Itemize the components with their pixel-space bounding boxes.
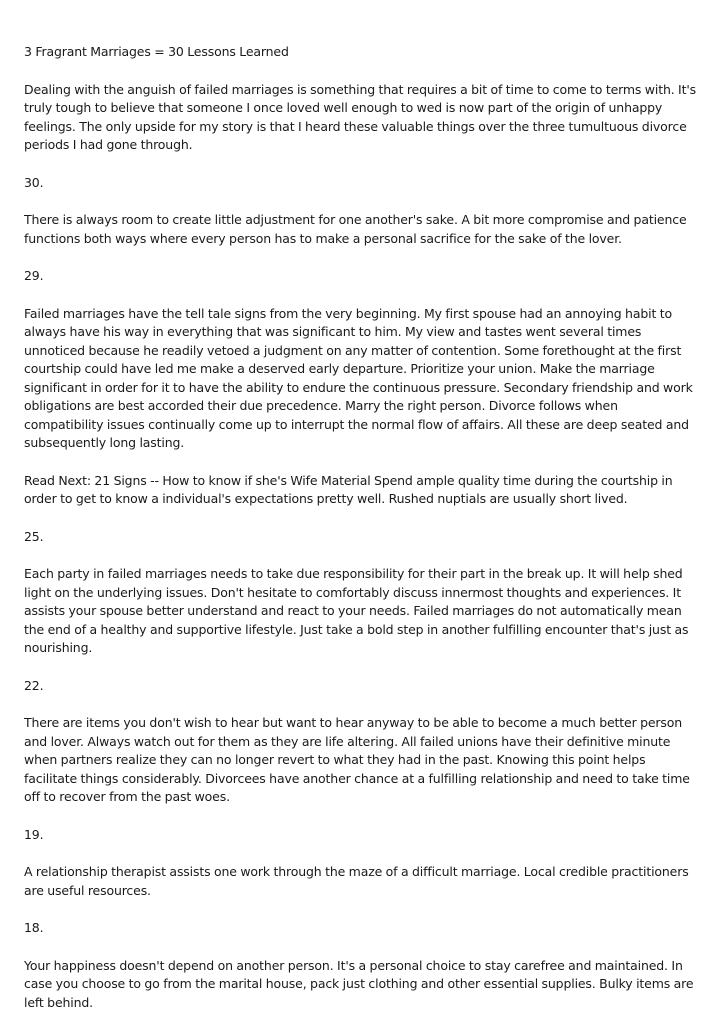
lesson-number: 30. xyxy=(24,174,44,190)
lesson-paragraph: A relationship therapist assists one work through the maze of a difficult marriage. Local credible practitioners are useful resources. xyxy=(24,864,689,898)
lesson-number: 29. xyxy=(24,268,44,283)
lesson-paragraph: Each party in failed marriages needs to take due responsibility for their part in the break up. It will help shed light on the underlying issues. Don't hesitate to comfortably discuss innermost thoughts and experiences. It assists your spouse better understand and react to your needs. Failed marriages do not automatically mean the end of a healthy and supportive lifestyle. Just take a bold step in another fulfilling encounter that's just as nourishing. xyxy=(24,566,689,655)
lesson-number: 25. xyxy=(24,528,44,544)
article-title: 3 Fragrant Marriages = 30 Lessons Learned xyxy=(24,44,289,59)
lesson-paragraph: Failed marriages have the tell tale signs from the very beginning. My first spouse had an annoying habit to always have his way in everything that was significant to him. My view and tastes went several times unnoticed because he readily vetoed a judgment on any matter of contention. Some forethought at the first courtship could have led me make a deserved early departure. Prioritize your union. Make the marriage significant in order for it to have the ability to endure the continuous pressure. Secondary friendship and work obligations are best accorded their due precedence. Marry the right person. Divorce follows when compatibility issues continually come up to interrupt the normal flow of affairs. All these are deep seated and subsequently long lasting. xyxy=(24,305,693,450)
article xyxy=(24,43,696,1031)
lesson-number: 19. xyxy=(24,826,44,842)
lesson-paragraph: There is always room to create little adjustment for one another's sake. A bit more compromise and patience functions both ways where every person has to make a personal sacrifice for the sake of the lover. xyxy=(24,212,687,246)
lesson-number: 22. xyxy=(24,677,44,693)
lesson-paragraph: There are items you don't wish to hear but want to hear anyway to be able to become a much better person and lover. Always watch out for them as they are life altering. All failed unions have their definitive minute when partners realize they can no longer revert to what they had in the past. Knowing this point helps facilitate things considerably. Divorcees have another chance at a fulfilling relationship and need to take time off to recover from the past woes. xyxy=(24,715,690,804)
intro-paragraph: Dealing with the anguish of failed marriages is something that requires a bit of time to come to terms with. It's truly tough to believe that someone I once loved well enough to wed is now part of the origin of unhappy feelings. The only upside for my story is that I heard these valuable things over the three tumultuous divorce periods I had gone through. xyxy=(24,81,696,152)
lesson-paragraph: Your happiness doesn't depend on another person. It's a personal choice to stay carefree and maintained. In case you choose to go from the marital house, pack just clothing and other essential supplies. Bulky items are left behind. xyxy=(24,957,694,1010)
lesson-number: 18. xyxy=(24,920,44,935)
read-next-paragraph: Read Next: 21 Signs -- How to know if she's Wife Material Spend ample quality time during the courtship in order to get to know a individual's expectations pretty well. Rushed nuptials are usually short lived. xyxy=(24,472,673,506)
